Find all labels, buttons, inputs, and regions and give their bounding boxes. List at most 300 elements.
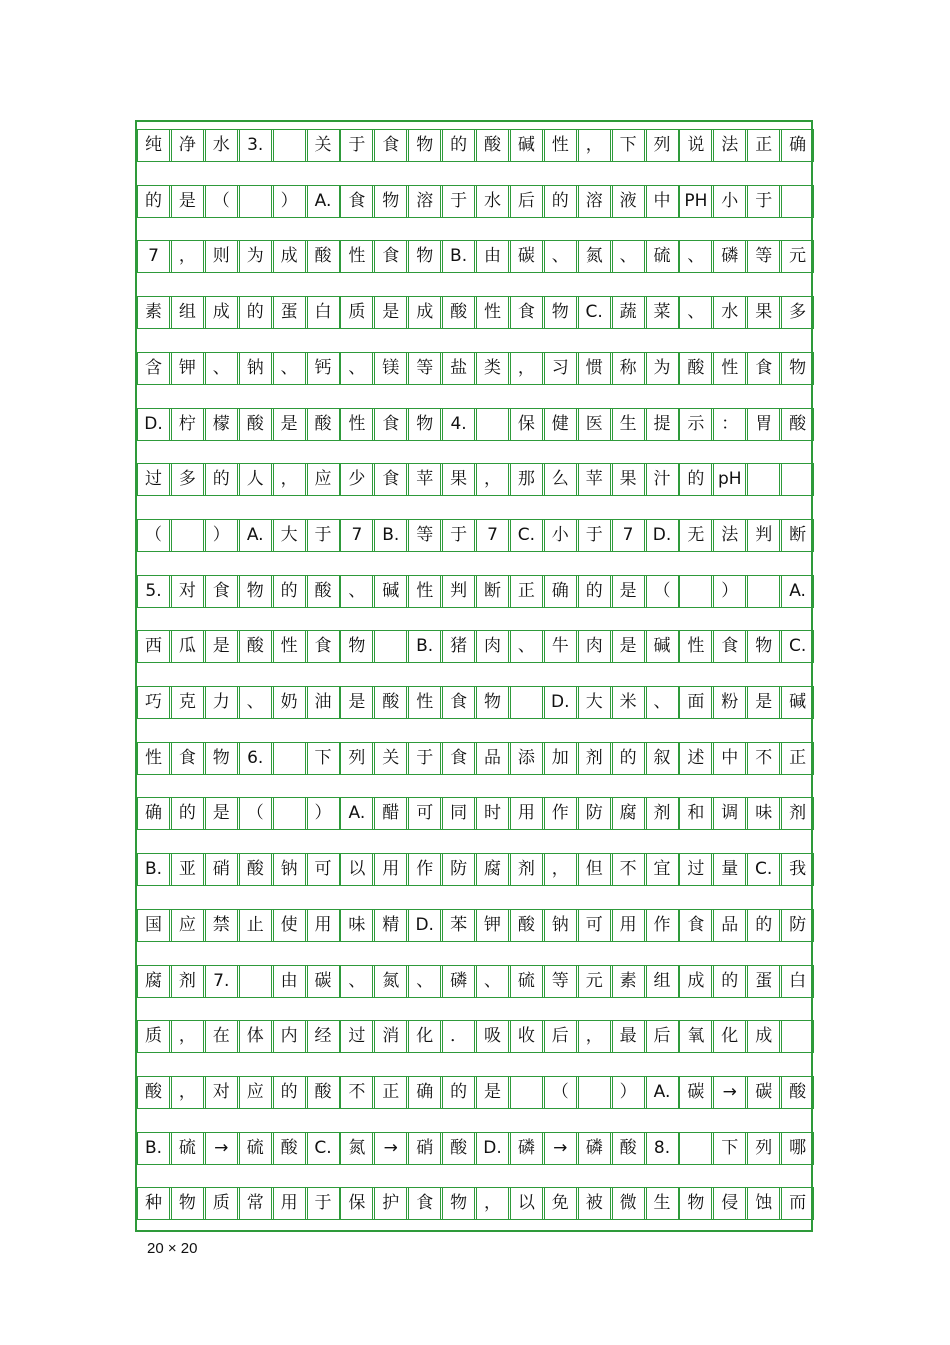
grid-char: ， (178, 246, 196, 267)
grid-char: 3. (247, 135, 264, 155)
grid-char: 消 (382, 1026, 400, 1047)
grid-row (137, 463, 811, 496)
grid-char: 是 (212, 636, 230, 657)
grid-char: B. (416, 636, 434, 657)
grid-char: 性 (280, 636, 298, 657)
grid-char: 物 (450, 1193, 468, 1214)
grid-char: B. (450, 246, 468, 267)
grid-char: 磷 (517, 1137, 535, 1158)
grid-char: 防 (585, 803, 603, 824)
grid-char: 剂 (517, 859, 535, 880)
grid-char: 果 (450, 469, 468, 490)
grid-char: 物 (551, 302, 569, 323)
grid-char: 硫 (178, 1137, 196, 1158)
grid-char: 面 (687, 692, 705, 712)
grid-char: 钠 (280, 859, 298, 880)
grid-char: （ (246, 803, 264, 824)
grid-char: 以 (517, 1193, 535, 1214)
grid-char: 为 (653, 357, 671, 378)
grid-char: 医 (585, 413, 603, 434)
grid-char: 是 (212, 803, 230, 824)
grid-char: 质 (145, 1026, 162, 1047)
grid-char: 瓜 (178, 636, 196, 657)
grid-char: 惯 (585, 357, 603, 378)
grid-char: 组 (653, 970, 671, 991)
grid-char: 碱 (653, 636, 671, 657)
grid-char: 禁 (212, 914, 230, 935)
grid-char: 防 (450, 859, 468, 880)
grid-char: 示 (687, 413, 705, 434)
grid-char: 、 (517, 636, 535, 657)
grid-char (273, 129, 306, 162)
grid-char: C. (517, 524, 536, 545)
grid-char: 列 (755, 1137, 773, 1158)
grid-char: 确 (145, 803, 162, 824)
grid-char: 5. (145, 580, 162, 601)
grid-char: （ (212, 190, 230, 211)
grid-char: 水 (212, 135, 230, 155)
grid-char: 于 (314, 524, 332, 545)
grid-char: 性 (348, 246, 366, 267)
grid-char: 应 (246, 1081, 264, 1102)
grid-char: 物 (178, 1193, 196, 1214)
grid-char: A. (789, 580, 806, 601)
grid-char: 法 (721, 135, 739, 155)
grid-char: 溶 (585, 190, 603, 211)
grid-char: ， (585, 1026, 603, 1047)
grid-char: 克 (178, 692, 196, 712)
grid-char: 素 (619, 970, 637, 991)
grid-char: 作 (416, 859, 434, 880)
grid-char: 不 (755, 747, 773, 768)
grid-char: C. (585, 302, 603, 323)
grid-char: 用 (314, 914, 332, 935)
grid-char: 作 (551, 803, 569, 824)
grid-char: （ (653, 580, 671, 601)
grid-char: 盐 (450, 357, 468, 378)
grid-char: 最 (619, 1026, 637, 1047)
grid-char: 、 (687, 246, 705, 267)
grid-char: 为 (246, 246, 264, 267)
grid-char: 酸 (314, 246, 332, 267)
grid-char: 味 (755, 803, 773, 824)
grid-char: pH (718, 469, 742, 490)
grid-char: 质 (212, 1193, 230, 1214)
grid-char: 对 (178, 580, 196, 601)
grid-char: 菜 (653, 302, 671, 323)
grid-char: 下 (314, 747, 332, 768)
grid-char: 经 (314, 1026, 332, 1047)
grid-char: 大 (585, 692, 603, 712)
grid-char: 性 (721, 357, 739, 378)
grid-char: 后 (653, 1026, 671, 1047)
grid-char: 酸 (246, 636, 264, 657)
grid-char: 剂 (653, 803, 671, 824)
grid-char (171, 519, 204, 552)
grid-char: 酸 (450, 302, 468, 323)
grid-char: 、 (484, 970, 501, 991)
grid-char: 肉 (585, 636, 603, 657)
grid-row (137, 1132, 811, 1165)
grid-char: 力 (212, 692, 230, 712)
grid-char: 的 (280, 580, 298, 601)
grid-char: 列 (653, 135, 671, 155)
grid-char: 是 (755, 692, 773, 712)
grid-char: ． (450, 1026, 468, 1047)
grid-char: 过 (145, 469, 162, 490)
grid-char: 的 (212, 469, 230, 490)
grid-char: 宜 (653, 859, 671, 880)
grid-char: 性 (416, 692, 434, 712)
grid-char: 少 (348, 469, 366, 490)
grid-row (137, 965, 811, 998)
grid-char: 正 (517, 580, 535, 601)
grid-char: 成 (212, 302, 230, 323)
grid-char: 作 (653, 914, 671, 935)
grid-row (137, 686, 811, 719)
grid-char: 食 (348, 190, 366, 211)
grid-char: 4. (450, 413, 467, 434)
grid-char: 成 (416, 302, 434, 323)
grid-char: 肉 (484, 636, 501, 657)
grid-char: ） (314, 803, 332, 824)
grid-char: 等 (416, 524, 434, 545)
grid-char: 、 (280, 357, 298, 378)
grid-char: 判 (450, 580, 468, 601)
grid-char: 食 (687, 914, 705, 935)
grid-char: 过 (687, 859, 705, 880)
grid-char: ） (721, 580, 739, 601)
grid-char: 元 (585, 970, 603, 991)
grid-char: 腐 (619, 803, 637, 824)
grid-row (137, 352, 811, 385)
grid-char (781, 463, 814, 496)
grid-char: 物 (416, 135, 434, 155)
grid-char: 确 (789, 135, 807, 155)
grid-char: 用 (280, 1193, 298, 1214)
grid-char: 酸 (789, 413, 807, 434)
grid-char: 味 (348, 914, 366, 935)
grid-char: ， (178, 1081, 196, 1102)
grid-char: 磷 (721, 246, 739, 267)
grid-char: 、 (348, 357, 366, 378)
grid-char: 正 (382, 1081, 400, 1102)
grid-char: 而 (789, 1193, 807, 1214)
grid-char: 无 (687, 524, 705, 545)
grid-char: 钠 (246, 357, 264, 378)
grid-char: 酸 (246, 859, 264, 880)
grid-char: 、 (653, 692, 671, 712)
grid-char: 保 (517, 413, 535, 434)
grid-char: 酸 (517, 914, 535, 935)
grid-char: 性 (687, 636, 705, 657)
grid-char: 中 (721, 747, 739, 768)
grid-char: 可 (416, 803, 434, 824)
grid-char (747, 463, 780, 496)
grid-char: 由 (280, 970, 298, 991)
grid-char: 酸 (246, 413, 264, 434)
grid-char: 7 (487, 524, 498, 545)
grid-char: 液 (619, 190, 637, 211)
grid-char: 苹 (585, 469, 603, 490)
grid-char: 成 (755, 1026, 773, 1047)
grid-char: C. (788, 636, 807, 657)
grid-char: 碳 (314, 970, 332, 991)
grid-char: 、 (348, 970, 366, 991)
grid-char: 7. (213, 970, 230, 991)
grid-char: 酸 (789, 1081, 807, 1102)
grid-char: 性 (145, 747, 162, 768)
grid-char: 酸 (314, 580, 332, 601)
grid-char: 用 (517, 803, 535, 824)
grid-char: 应 (314, 469, 332, 490)
grid-char: 磷 (450, 970, 468, 991)
grid-char: 水 (484, 190, 501, 211)
grid-char: 苹 (416, 469, 434, 490)
grid-char: 物 (416, 413, 434, 434)
grid-char: 体 (246, 1026, 264, 1047)
grid-char (273, 797, 306, 830)
grid-char: 时 (484, 803, 501, 824)
grid-row (137, 575, 811, 608)
grid-char: 食 (178, 747, 196, 768)
grid-char: 6. (247, 747, 264, 768)
grid-char: 蚀 (755, 1193, 773, 1214)
grid-char: 下 (721, 1137, 739, 1158)
grid-char: A. (348, 803, 366, 824)
grid-char: 腐 (145, 970, 162, 991)
grid-char: 酸 (382, 692, 400, 712)
grid-char: 关 (314, 135, 332, 155)
grid-char: 氮 (382, 970, 400, 991)
grid-char: D. (415, 914, 434, 935)
grid-char: 加 (551, 747, 569, 768)
grid-char: D. (144, 413, 163, 434)
grid-char: 食 (382, 413, 400, 434)
grid-char: 酸 (687, 357, 705, 378)
grid-char: 化 (721, 1026, 739, 1047)
grid-char: 腐 (484, 859, 501, 880)
grid-char: B. (382, 524, 400, 545)
grid-char: 正 (755, 135, 773, 155)
grid-char: 油 (314, 692, 332, 712)
grid-char: 成 (687, 970, 705, 991)
grid-char: 吸 (484, 1026, 501, 1047)
grid-char: 的 (178, 803, 196, 824)
grid-char: 化 (416, 1026, 434, 1047)
grid-char: 确 (551, 580, 569, 601)
grid-char: 量 (721, 859, 739, 880)
grid-char: B. (144, 859, 163, 880)
grid-char: 物 (382, 190, 400, 211)
grid-char (781, 185, 814, 218)
grid-char: 断 (789, 524, 807, 545)
grid-char: 7 (351, 524, 363, 545)
grid-char: 硝 (416, 1137, 434, 1158)
grid-char: 健 (551, 413, 569, 434)
grid-char: 酸 (145, 1081, 162, 1102)
grid-char: D. (483, 1137, 502, 1158)
grid-row (137, 519, 811, 552)
grid-char: 保 (348, 1193, 366, 1214)
grid-char: 用 (382, 859, 400, 880)
grid-char: 等 (416, 357, 434, 378)
grid-char: 猪 (450, 636, 468, 657)
grid-char: 的 (551, 190, 569, 211)
grid-char: 食 (416, 1193, 434, 1214)
grid-char: A. (246, 524, 264, 545)
grid-char: 磷 (585, 1137, 603, 1158)
grid-char: 7 (148, 246, 159, 267)
grid-char: 精 (382, 914, 400, 935)
grid-char: 同 (450, 803, 468, 824)
grid-char: 物 (416, 246, 434, 267)
grid-char: 类 (484, 357, 501, 378)
grid-char: 用 (619, 914, 637, 935)
grid-char: 物 (755, 636, 773, 657)
grid-char: 被 (585, 1193, 603, 1214)
grid-char: ， (585, 135, 603, 155)
grid-char: 的 (145, 190, 162, 211)
grid-char: → (722, 1081, 737, 1102)
grid-char (510, 686, 543, 719)
grid-char: 物 (484, 692, 501, 712)
grid-char: 于 (585, 524, 603, 545)
grid-char: 、 (348, 580, 366, 601)
grid-char: 大 (280, 524, 298, 545)
grid-char: 果 (619, 469, 637, 490)
grid-char (476, 408, 509, 441)
grid-char: 防 (789, 914, 807, 935)
grid-char: ， (484, 1193, 501, 1214)
grid-char: 西 (145, 636, 162, 657)
grid-char: 酸 (484, 135, 501, 155)
grid-char: 镁 (382, 357, 400, 378)
grid-char: 食 (450, 692, 468, 712)
grid-char: 由 (484, 246, 501, 267)
grid-row (137, 1076, 811, 1109)
grid-char: 调 (721, 803, 739, 824)
grid-char: 人 (246, 469, 264, 490)
grid-char: 等 (551, 970, 569, 991)
grid-char: 和 (687, 803, 705, 824)
grid-char: 于 (450, 524, 468, 545)
grid-char: 溶 (416, 190, 434, 211)
grid-char: 檬 (212, 413, 230, 434)
grid-char: 下 (619, 135, 637, 155)
grid-char: 、 (551, 246, 569, 267)
grid-char: 元 (789, 246, 807, 267)
grid-row (137, 240, 811, 273)
grid-char: 苯 (450, 914, 468, 935)
grid-char: → (383, 1137, 398, 1158)
grid-char: 对 (212, 1081, 230, 1102)
grid-char: A. (314, 190, 332, 211)
grid-char: 、 (246, 692, 264, 712)
grid-char: 碳 (687, 1081, 705, 1102)
grid-char: 氮 (585, 246, 603, 267)
grid-char: 可 (314, 859, 332, 880)
grid-char: 汁 (653, 469, 671, 490)
grid-char (510, 1076, 543, 1109)
grid-char: 的 (450, 135, 468, 155)
grid-char: 是 (619, 580, 637, 601)
grid-row (137, 185, 811, 218)
grid-char: 于 (450, 190, 468, 211)
grid-char: 物 (789, 357, 807, 378)
grid-char: 剂 (178, 970, 196, 991)
grid-char: 等 (755, 246, 773, 267)
grid-char: 收 (517, 1026, 535, 1047)
grid-char: 是 (619, 636, 637, 657)
grid-char: 小 (721, 190, 739, 211)
grid-char: 物 (348, 636, 366, 657)
grid-char: 性 (484, 302, 501, 323)
grid-char: 么 (551, 469, 569, 490)
grid-char: 氧 (687, 1026, 705, 1047)
grid-char: 侵 (721, 1193, 739, 1214)
grid-char: 白 (314, 302, 332, 323)
grid-char: 食 (721, 636, 739, 657)
grid-char: → (214, 1137, 229, 1158)
grid-char: 醋 (382, 803, 400, 824)
grid-size-label: 20 × 20 (147, 1240, 198, 1257)
grid-char: 白 (789, 970, 807, 991)
grid-char: 成 (280, 246, 298, 267)
grid-char: 碱 (382, 580, 400, 601)
grid-char (374, 630, 407, 663)
grid-row (137, 296, 811, 329)
grid-char (747, 575, 780, 608)
grid-char: 是 (484, 1081, 501, 1102)
grid-char (239, 965, 272, 998)
grid-char: （ (145, 524, 162, 545)
grid-char: 说 (687, 135, 705, 155)
manuscript-grid (135, 120, 813, 1232)
grid-char: 生 (653, 1193, 671, 1214)
grid-char: 判 (755, 524, 773, 545)
grid-char: 组 (178, 302, 196, 323)
grid-char: 食 (382, 469, 400, 490)
grid-char (239, 185, 272, 218)
grid-char: 8. (653, 1137, 671, 1158)
grid-char: 哪 (789, 1137, 807, 1158)
grid-char: 钾 (484, 914, 501, 935)
grid-char: D. (551, 692, 570, 712)
grid-char: ， (484, 469, 501, 490)
grid-char: 止 (246, 914, 264, 935)
grid-char: 胃 (755, 413, 773, 434)
grid-char: 叙 (653, 747, 671, 768)
grid-char: 食 (517, 302, 535, 323)
grid-char: 酸 (280, 1137, 298, 1158)
grid-row (137, 408, 811, 441)
grid-row (137, 742, 811, 775)
grid-char: ， (280, 469, 298, 490)
grid-char: 质 (348, 302, 366, 323)
grid-char: 确 (416, 1081, 434, 1102)
grid-char: 的 (585, 580, 603, 601)
grid-char: 净 (178, 135, 196, 155)
grid-char: 硝 (212, 859, 230, 880)
grid-char: 氮 (348, 1137, 366, 1158)
grid-char: ） (212, 524, 230, 545)
grid-char: 是 (178, 190, 196, 211)
grid-char: 碱 (789, 692, 807, 712)
grid-char: 柠 (178, 413, 196, 434)
grid-char: 品 (721, 914, 739, 935)
grid-char: 列 (348, 747, 366, 768)
